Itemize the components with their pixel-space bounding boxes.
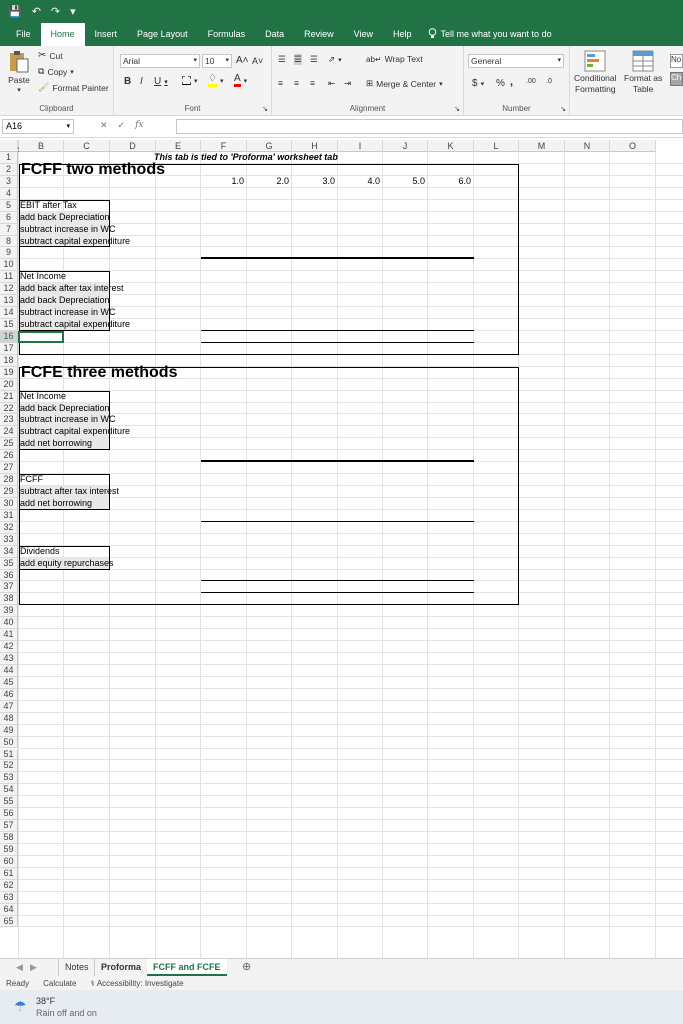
column-header-c[interactable]: C xyxy=(64,140,110,152)
lightbulb-icon xyxy=(428,28,437,39)
year-header[interactable]: 5.0 xyxy=(412,175,425,186)
gridline xyxy=(18,783,683,784)
row-header-16[interactable]: 16 xyxy=(0,331,18,343)
font-name-select[interactable] xyxy=(120,54,200,68)
row-label[interactable]: Dividends xyxy=(20,545,60,556)
column-header-j[interactable]: J xyxy=(383,140,428,152)
row-header-56[interactable]: 56 xyxy=(0,808,18,820)
row-header-30[interactable]: 30 xyxy=(0,498,18,510)
underline-label: U xyxy=(154,76,162,87)
gridline xyxy=(18,795,683,796)
row-label[interactable]: add net borrowing xyxy=(20,438,93,449)
worksheet-grid[interactable] xyxy=(0,140,683,958)
year-header[interactable]: 4.0 xyxy=(367,175,380,186)
gridline xyxy=(18,891,683,892)
row-label[interactable]: subtract increase in WC xyxy=(20,223,116,234)
format-painter-label: Format Painter xyxy=(52,82,109,93)
column-header-e[interactable]: E xyxy=(156,140,201,152)
conditional-formatting-icon xyxy=(584,50,606,72)
wrap-text-label: Wrap Text xyxy=(384,54,423,64)
ribbon-tabs xyxy=(0,22,683,46)
number-format-select[interactable] xyxy=(468,54,564,68)
formula-buttons xyxy=(100,120,144,131)
conditional-formatting-label-1: Conditional xyxy=(574,73,617,83)
row-header-21[interactable]: 21 xyxy=(0,391,18,403)
row-label[interactable]: subtract capital expenditure xyxy=(20,235,131,246)
decrease-indent-icon: ⇤ xyxy=(328,78,336,88)
clipboard-group xyxy=(0,46,114,116)
increase-font-label: A˄ xyxy=(236,55,249,66)
percent-label: % xyxy=(496,78,505,89)
tell-me-text: Tell me what you want to do xyxy=(440,28,552,39)
row-label[interactable]: add net borrowing xyxy=(20,497,93,508)
row-header-55[interactable]: 55 xyxy=(0,796,18,808)
borders-button[interactable] xyxy=(182,76,198,85)
italic-label: I xyxy=(140,76,143,87)
row-header-36[interactable]: 36 xyxy=(0,570,18,582)
row-header-37[interactable]: 37 xyxy=(0,581,18,593)
tab-help[interactable]: Help xyxy=(393,29,412,39)
row-header-14[interactable]: 14 xyxy=(0,307,18,319)
row-header-4[interactable]: 4 xyxy=(0,188,18,200)
row-header-51[interactable]: 51 xyxy=(0,749,18,761)
column-header-n[interactable]: N xyxy=(565,140,610,152)
row-header-26[interactable]: 26 xyxy=(0,450,18,462)
increase-decimal-button[interactable] xyxy=(526,78,536,85)
row-header-3[interactable]: 3 xyxy=(0,176,18,188)
row-label[interactable]: EBIT after Tax xyxy=(20,199,77,210)
decrease-decimal-label: .0 xyxy=(546,78,552,85)
total-line xyxy=(201,257,474,258)
row-header-62[interactable]: 62 xyxy=(0,880,18,892)
row-header-57[interactable]: 57 xyxy=(0,820,18,832)
number-group xyxy=(464,46,570,116)
column-header-k[interactable]: K xyxy=(428,140,474,152)
number-format-value: General xyxy=(471,56,502,66)
gridline xyxy=(18,903,683,904)
row-header-8[interactable]: 8 xyxy=(0,236,18,248)
sheet-tab-notes[interactable]: Notes xyxy=(58,959,95,976)
chevron-down-icon: ▾ xyxy=(70,68,74,76)
sheet-tabs-bar xyxy=(0,958,683,976)
row-label[interactable]: add back Depreciation xyxy=(20,211,110,222)
formula-input[interactable] xyxy=(176,119,683,134)
column-header-f[interactable]: F xyxy=(201,140,247,152)
tab-view[interactable]: View xyxy=(353,29,373,39)
dialog-launcher-icon[interactable]: ↘ xyxy=(262,106,268,113)
gridline xyxy=(18,759,683,760)
chevron-down-icon: ▾ xyxy=(219,77,224,85)
row-header-24[interactable]: 24 xyxy=(0,426,18,438)
dialog-launcher-icon[interactable]: ↘ xyxy=(560,106,566,113)
top-align-icon: ☰ xyxy=(278,54,286,64)
total-line xyxy=(201,258,474,259)
row-header-5[interactable]: 5 xyxy=(0,200,18,212)
total-line xyxy=(201,521,474,522)
row-header-54[interactable]: 54 xyxy=(0,784,18,796)
gridline xyxy=(18,855,683,856)
tab-data[interactable]: Data xyxy=(265,29,285,39)
gridline xyxy=(18,628,683,629)
comma-button[interactable] xyxy=(510,76,513,88)
row-header-35[interactable]: 35 xyxy=(0,558,18,570)
row-header-10[interactable]: 10 xyxy=(0,259,18,271)
chevron-down-icon: ▾ xyxy=(480,80,485,88)
align-left-icon: ≡ xyxy=(278,78,283,88)
bottom-align-button[interactable] xyxy=(310,54,318,65)
row-header-18[interactable]: 18 xyxy=(0,355,18,367)
tell-me-search[interactable] xyxy=(422,28,562,46)
tab-home[interactable]: Home xyxy=(41,23,85,46)
row-header-12[interactable]: 12 xyxy=(0,283,18,295)
font-color-icon: A xyxy=(234,74,241,87)
column-header-l[interactable]: L xyxy=(474,140,519,152)
font-size-value: 10 xyxy=(205,56,215,66)
font-name-value: Arial xyxy=(123,56,141,66)
row-header-29[interactable]: 29 xyxy=(0,486,18,498)
number-label: Number xyxy=(502,104,531,113)
row-header-15[interactable]: 15 xyxy=(0,319,18,331)
gridline xyxy=(18,807,683,808)
column-header-h[interactable]: H xyxy=(292,140,338,152)
top-align-button[interactable] xyxy=(278,54,286,65)
row-header-25[interactable]: 25 xyxy=(0,438,18,450)
enter-icon[interactable]: ✓ xyxy=(117,120,126,130)
selected-cell-a16[interactable] xyxy=(18,331,64,343)
wrap-text-icon: ab↵ xyxy=(366,54,382,64)
row-header-58[interactable]: 58 xyxy=(0,832,18,844)
column-header-g[interactable]: G xyxy=(247,140,292,152)
scissors-icon: ✂ xyxy=(38,50,47,61)
gridline xyxy=(18,676,683,677)
chevron-down-icon: ▾ xyxy=(338,56,342,64)
weather-temp: 38°F xyxy=(36,996,56,1006)
font-label: Font xyxy=(184,104,201,113)
align-right-icon: ≡ xyxy=(310,78,315,88)
gridline xyxy=(655,152,656,958)
column-header-d[interactable]: D xyxy=(110,140,156,152)
chevron-down-icon: ▾ xyxy=(557,57,561,64)
row-header-11[interactable]: 11 xyxy=(0,271,18,283)
sheet-tab-proforma[interactable]: Proforma xyxy=(94,959,147,976)
row-header-22[interactable]: 22 xyxy=(0,403,18,415)
row-label[interactable]: add back Depreciation xyxy=(20,402,110,413)
increase-indent-button[interactable] xyxy=(344,78,351,89)
ribbon xyxy=(0,46,683,116)
style-check-label: Ch xyxy=(671,73,682,82)
row-label[interactable]: subtract increase in WC xyxy=(20,307,116,318)
row-label[interactable]: subtract capital expenditure xyxy=(20,426,131,437)
format-as-table-label-1: Format as xyxy=(624,73,663,83)
scroll-right-icon[interactable]: ▶ xyxy=(30,962,37,972)
align-center-button[interactable] xyxy=(294,78,299,88)
year-header[interactable]: 3.0 xyxy=(322,175,335,186)
increase-font-button[interactable] xyxy=(236,55,249,66)
increase-decimal-label: .00 xyxy=(526,78,536,85)
brush-icon: 🖌 xyxy=(38,82,50,92)
total-line xyxy=(201,592,474,593)
bottom-align-icon: ☰ xyxy=(310,54,318,64)
gridline xyxy=(18,879,683,880)
merge-center-label: Merge & Center xyxy=(376,78,437,89)
column-header-m[interactable]: M xyxy=(519,140,565,152)
copy-label: Copy xyxy=(47,66,68,77)
add-sheet-icon[interactable]: ⊕ xyxy=(242,961,252,973)
style-check-swatch[interactable] xyxy=(670,72,683,86)
insert-function-button[interactable]: fx xyxy=(135,120,144,130)
copy-button[interactable] xyxy=(38,66,74,77)
row-header-32[interactable]: 32 xyxy=(0,522,18,534)
total-line xyxy=(201,330,474,331)
row-header-38[interactable]: 38 xyxy=(0,593,18,605)
formula-bar xyxy=(0,116,683,138)
gridline xyxy=(18,664,683,665)
italic-button[interactable] xyxy=(140,76,143,87)
conditional-formatting-button[interactable] xyxy=(574,50,617,94)
fill-color-button[interactable] xyxy=(208,74,223,87)
clipboard-label: Clipboard xyxy=(39,104,74,113)
total-line xyxy=(201,460,474,462)
merge-icon: ⊞ xyxy=(366,78,374,88)
column-header-o[interactable]: O xyxy=(610,140,656,152)
gridline xyxy=(18,867,683,868)
gridline xyxy=(18,819,683,820)
decrease-font-button[interactable] xyxy=(252,56,263,66)
increase-indent-icon: ⇥ xyxy=(344,78,352,88)
fcff-title[interactable]: FCFF two methods xyxy=(21,160,165,178)
column-header-i[interactable]: I xyxy=(338,140,383,152)
alignment-group xyxy=(272,46,464,116)
currency-button[interactable] xyxy=(472,78,484,89)
row-header-2[interactable]: 2 xyxy=(0,164,18,176)
currency-label: $ xyxy=(472,78,478,89)
border-icon xyxy=(182,76,191,85)
row-label[interactable]: Net Income xyxy=(20,271,67,282)
row-header-13[interactable]: 13 xyxy=(0,295,18,307)
paste-icon xyxy=(8,50,30,74)
year-header[interactable]: 6.0 xyxy=(458,175,471,186)
gridline xyxy=(18,771,683,772)
row-header-1[interactable]: 1 xyxy=(0,152,18,164)
tab-insert[interactable]: Insert xyxy=(94,29,118,39)
row-header-45[interactable]: 45 xyxy=(0,677,18,689)
cell-area[interactable] xyxy=(18,152,683,958)
orientation-button[interactable] xyxy=(328,54,342,65)
row-header-28[interactable]: 28 xyxy=(0,474,18,486)
row-header-52[interactable]: 52 xyxy=(0,760,18,772)
row-header-60[interactable]: 60 xyxy=(0,856,18,868)
status-ready: Ready xyxy=(6,978,30,988)
name-box[interactable] xyxy=(2,119,74,134)
chevron-down-icon: ▾ xyxy=(164,78,168,86)
row-header-9[interactable]: 9 xyxy=(0,247,18,259)
weather-icon: ☂ xyxy=(14,998,27,1014)
row-label[interactable]: FCFF xyxy=(20,474,43,485)
row-header-44[interactable]: 44 xyxy=(0,665,18,677)
chevron-down-icon: ▾ xyxy=(66,123,70,130)
fcfe-title[interactable]: FCFE three methods xyxy=(21,363,178,381)
row-header-43[interactable]: 43 xyxy=(0,653,18,665)
row-header-23[interactable]: 23 xyxy=(0,414,18,426)
percent-button[interactable] xyxy=(496,78,505,89)
name-box-value: A16 xyxy=(6,121,23,131)
gridline xyxy=(609,152,610,958)
font-group xyxy=(114,46,272,116)
undo-icon[interactable]: ↶ xyxy=(31,4,41,18)
column-header-b[interactable]: B xyxy=(19,140,64,152)
row-header-41[interactable]: 41 xyxy=(0,629,18,641)
gridline xyxy=(18,712,683,713)
title-bar xyxy=(0,0,683,22)
row-header-46[interactable]: 46 xyxy=(0,689,18,701)
weather-desc: Rain off and on xyxy=(36,1008,97,1018)
total-line xyxy=(201,342,474,343)
gridline xyxy=(18,926,683,927)
decrease-font-label: A˅ xyxy=(252,56,264,66)
row-label[interactable]: add back Depreciation xyxy=(20,295,110,306)
format-as-table-button[interactable] xyxy=(624,50,662,94)
gridline xyxy=(18,616,683,617)
gridline xyxy=(18,688,683,689)
row-header-27[interactable]: 27 xyxy=(0,462,18,474)
decrease-indent-button[interactable] xyxy=(328,78,335,89)
bold-label: B xyxy=(124,76,132,87)
merge-center-button[interactable] xyxy=(366,78,443,89)
gridline xyxy=(18,915,683,916)
align-right-button[interactable] xyxy=(310,78,315,88)
styles-group xyxy=(570,46,683,116)
gridline xyxy=(18,831,683,832)
chevron-down-icon: ▾ xyxy=(439,80,443,88)
row-label[interactable]: subtract after tax interest xyxy=(20,486,120,497)
dialog-launcher-icon[interactable]: ↘ xyxy=(454,106,460,113)
row-header-49[interactable]: 49 xyxy=(0,725,18,737)
row-label[interactable]: add equity repurchases xyxy=(20,557,114,568)
chevron-down-icon: ▾ xyxy=(193,57,197,64)
paste-button[interactable] xyxy=(8,50,30,94)
paint-bucket-icon: ♢ xyxy=(208,74,217,87)
redo-icon[interactable]: ↷ xyxy=(50,4,61,18)
tab-file[interactable]: File xyxy=(16,29,31,39)
tab-formulas[interactable]: Formulas xyxy=(207,29,246,39)
paste-label: Paste xyxy=(8,75,30,85)
scroll-left-icon[interactable]: ◀ xyxy=(16,962,23,972)
gridline xyxy=(18,652,683,653)
gridline xyxy=(18,843,683,844)
chevron-down-icon: ▾ xyxy=(225,57,229,64)
format-painter-button[interactable] xyxy=(38,82,109,93)
save-icon[interactable]: 💾 xyxy=(8,4,22,18)
row-header-47[interactable]: 47 xyxy=(0,701,18,713)
row-header-17[interactable]: 17 xyxy=(0,343,18,355)
cut-button[interactable] xyxy=(38,50,63,61)
table-icon xyxy=(632,50,654,72)
cut-label: Cut xyxy=(49,50,63,61)
row-label[interactable]: add back after tax interest xyxy=(20,283,124,294)
style-normal-swatch[interactable] xyxy=(670,54,683,68)
row-header-33[interactable]: 33 xyxy=(0,534,18,546)
tab-review[interactable]: Review xyxy=(304,29,334,39)
accessibility-icon: ⚕ xyxy=(90,978,95,988)
chevron-down-icon: ▾ xyxy=(194,77,198,85)
row-header-40[interactable]: 40 xyxy=(0,617,18,629)
gridline xyxy=(18,700,683,701)
row-header-39[interactable]: 39 xyxy=(0,605,18,617)
status-bar xyxy=(0,976,683,990)
font-color-button[interactable] xyxy=(234,74,247,87)
row-header-31[interactable]: 31 xyxy=(0,510,18,522)
row-header-48[interactable]: 48 xyxy=(0,713,18,725)
select-all-corner[interactable] xyxy=(0,140,18,152)
gridline xyxy=(18,748,683,749)
status-calculate[interactable]: Calculate xyxy=(43,978,77,988)
chevron-down-icon: ▾ xyxy=(17,87,21,94)
style-normal-label: No xyxy=(671,55,682,64)
orientation-icon: ⇗ xyxy=(328,54,336,64)
gridline xyxy=(18,640,683,641)
row-header-61[interactable]: 61 xyxy=(0,868,18,880)
row-label[interactable]: subtract capital expenditure xyxy=(20,319,131,330)
format-as-table-label-2: Table xyxy=(632,84,654,94)
row-label[interactable]: Net Income xyxy=(20,390,67,401)
row-header-65[interactable]: 65 xyxy=(0,916,18,928)
copy-icon: ⧉ xyxy=(38,66,45,76)
row-header-42[interactable]: 42 xyxy=(0,641,18,653)
wrap-text-button[interactable] xyxy=(366,54,423,64)
sheet-note[interactable]: This tab is tied to 'Proforma' worksheet tab xyxy=(154,152,338,162)
row-header-59[interactable]: 59 xyxy=(0,844,18,856)
alignment-label: Alignment xyxy=(349,104,386,113)
row-header-20[interactable]: 20 xyxy=(0,379,18,391)
row-header-19[interactable]: 19 xyxy=(0,367,18,379)
gridline xyxy=(564,152,565,958)
chevron-down-icon: ▾ xyxy=(243,77,248,85)
cancel-icon[interactable]: ✕ xyxy=(100,120,108,130)
row-label[interactable]: subtract increase in WC xyxy=(20,414,116,425)
middle-align-icon: ☰ xyxy=(294,54,302,64)
row-header-7[interactable]: 7 xyxy=(0,224,18,236)
row-header-64[interactable]: 64 xyxy=(0,904,18,916)
align-left-button[interactable] xyxy=(278,78,283,88)
row-header-50[interactable]: 50 xyxy=(0,737,18,749)
decrease-decimal-button[interactable] xyxy=(546,78,552,85)
customize-toolbar-icon[interactable]: ▾ xyxy=(70,4,76,18)
middle-align-button[interactable] xyxy=(294,54,302,65)
conditional-formatting-label-2: Formatting xyxy=(574,84,616,94)
year-header[interactable]: 2.0 xyxy=(276,175,289,186)
row-header-63[interactable]: 63 xyxy=(0,892,18,904)
tab-page-layout[interactable]: Page Layout xyxy=(137,29,188,39)
align-center-icon: ≡ xyxy=(294,78,299,88)
row-header-6[interactable]: 6 xyxy=(0,212,18,224)
bold-button[interactable] xyxy=(124,76,131,87)
total-line xyxy=(201,580,474,581)
year-header[interactable]: 1.0 xyxy=(231,175,244,186)
status-accessibility[interactable] xyxy=(90,979,183,988)
comma-label: , xyxy=(510,76,514,88)
underline-button[interactable] xyxy=(154,76,168,87)
gridline xyxy=(18,736,683,737)
gridline xyxy=(18,724,683,725)
row-header-34[interactable]: 34 xyxy=(0,546,18,558)
accessibility-label: Accessibility: Investigate xyxy=(96,978,184,988)
font-size-select[interactable] xyxy=(202,54,232,68)
taskbar xyxy=(0,990,683,1024)
row-header-53[interactable]: 53 xyxy=(0,772,18,784)
sheet-tab-fcff-and-fcfe[interactable]: FCFF and FCFE xyxy=(147,959,227,976)
